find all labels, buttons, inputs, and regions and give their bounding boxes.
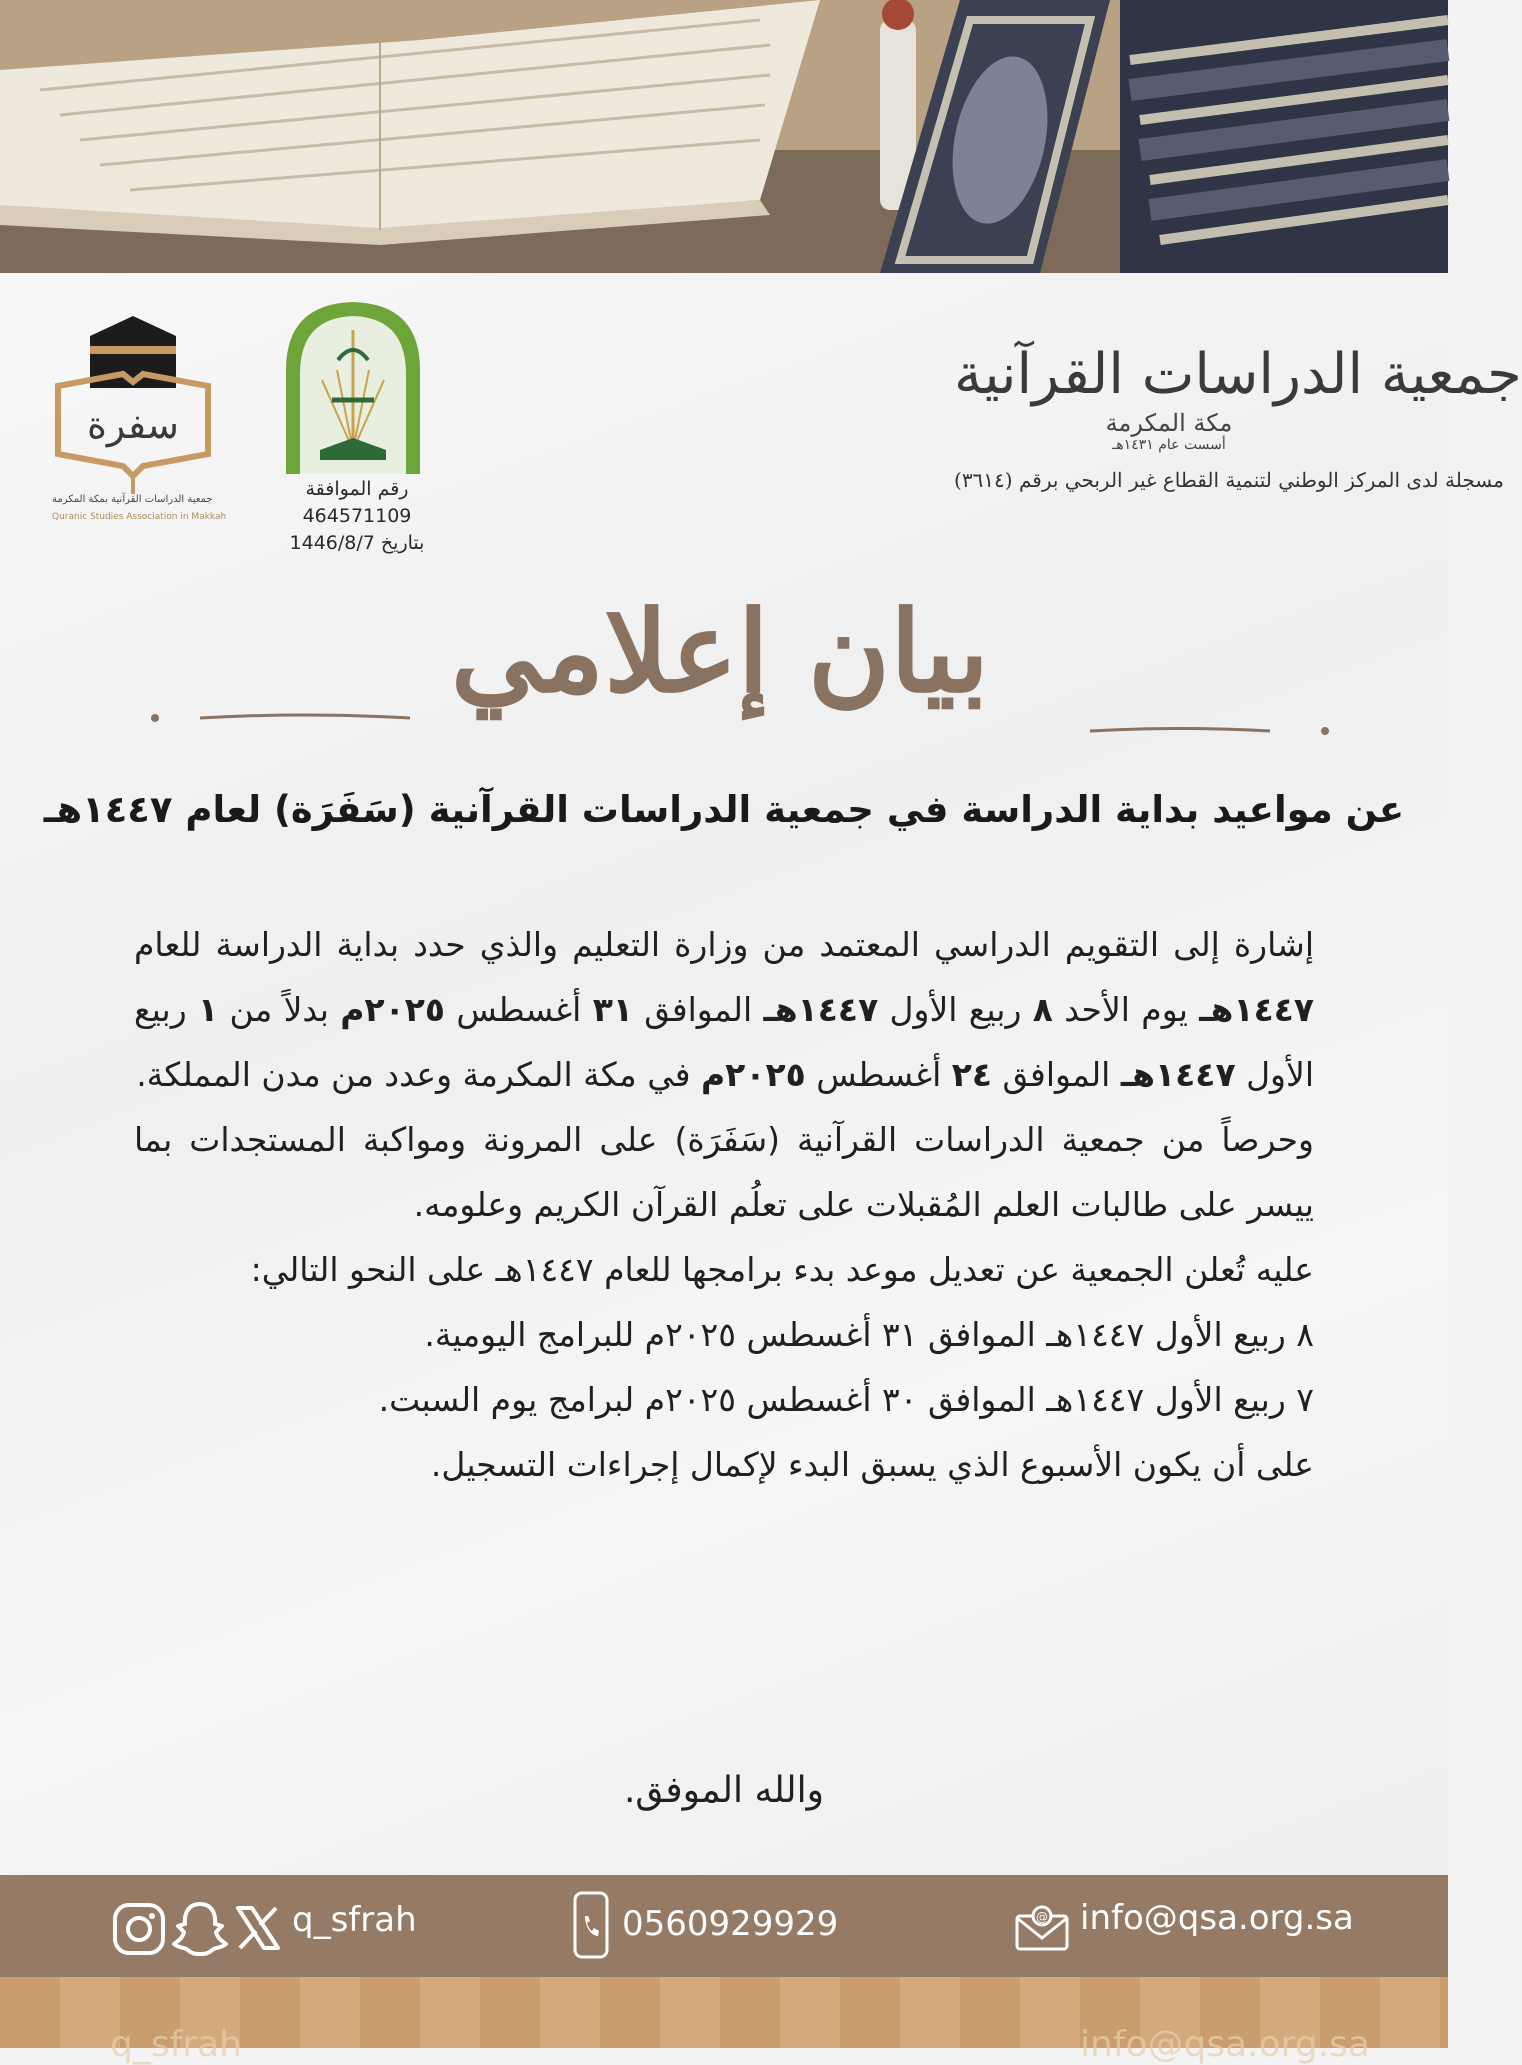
approval-label: رقم الموافقة [305, 478, 409, 500]
paragraph-2: وحرصاً من جمعية الدراسات القرآنية (سَفَرَة) على المرونة ومواكبة المستجدات بما ييسر على طالبات العلم المُقبلات على تعلُم القرآن الكريم وعلومه. [134, 1120, 1314, 1224]
approval-block [282, 476, 432, 557]
svg-text:@: @ [1036, 1910, 1048, 1924]
header-photo [0, 0, 1448, 273]
email-address[interactable]: info@qsa.org.sa [1080, 1898, 1354, 1938]
instagram-icon[interactable] [112, 1902, 166, 1956]
paragraph-4: على أن يكون الأسبوع الذي يسبق البدء لإكمال إجراءات التسجيل. [430, 1445, 1314, 1484]
registration-note: مسجلة لدى المركز الوطني لتنمية القطاع غير الربحي برقم (٣٦١٤) [954, 468, 1504, 492]
approval-date: بتاريخ 1446/8/7 [289, 532, 425, 554]
page-subtitle: عن مواعيد بداية الدراسة في جمعية الدراسات القرآنية (سَفَرَة) لعام ١٤٤٧هـ [43, 788, 1405, 831]
page-title: بيان إعلامي [450, 587, 990, 718]
email-icon [1014, 1902, 1070, 1952]
phone-icon [572, 1890, 610, 1960]
phone-number[interactable]: 0560929929 [622, 1904, 839, 1944]
schedule-item-daily: ٨ ربيع الأول ١٤٤٧هـ الموافق ٣١ أغسطس ٢٠٢٥م للبرامج اليومية. [424, 1315, 1314, 1354]
association-city: مكة المكرمة [1105, 409, 1233, 437]
association-established: أسست عام ١٤٣١هـ [1112, 437, 1226, 453]
x-icon[interactable] [234, 1904, 282, 1952]
closing-line: والله الموفق. [623, 1770, 825, 1811]
social-handle[interactable]: q_sfrah [292, 1900, 417, 1940]
statement-body [134, 912, 1314, 1497]
association-name: جمعية الدراسات القرآنية [954, 342, 1522, 407]
strip-handle-echo: q_sfrah [110, 2024, 242, 2065]
schedule-item-saturday: ٧ ربيع الأول ١٤٤٧هـ الموافق ٣٠ أغسطس ٢٠٢٥م لبرامج يوم السبت. [378, 1380, 1314, 1419]
title-decoration-lines [145, 706, 1335, 736]
paragraph-3: عليه تُعلن الجمعية عن تعديل موعد بدء برامجها للعام ١٤٤٧هـ على النحو التالي: [250, 1250, 1314, 1289]
sfrah-word: سفرة [87, 403, 179, 447]
sfrah-caption-english: Quranic Studies Association in Makkah [52, 512, 227, 522]
paragraph-1: إشارة إلى التقويم الدراسي المعتمد من وزارة التعليم والذي حدد بداية الدراسة للعام ١٤٤٧هـ يوم الأحد ٨ ربيع الأول ١٤٤٧هـ الموافق ٣١ أغسطس ٢٠٢٥م بدلاً من ١ ربيع الأول ١٤٤٧هـ الموافق ٢٤ أغسطس ٢٠٢٥م في مكة المكرمة وعدد من مدن المملكة. [134, 925, 1315, 1094]
sfrah-caption-arabic: جمعية الدراسات القرآنية بمكة المكرمة [52, 494, 213, 505]
approval-number: 464571109 [302, 505, 412, 527]
association-logo [954, 340, 1522, 492]
ministry-emblem [282, 300, 424, 474]
strip-email-echo: info@qsa.org.sa [1080, 2024, 1370, 2065]
quran-books-illustration [0, 0, 1448, 273]
snapchat-icon[interactable] [172, 1900, 228, 1958]
